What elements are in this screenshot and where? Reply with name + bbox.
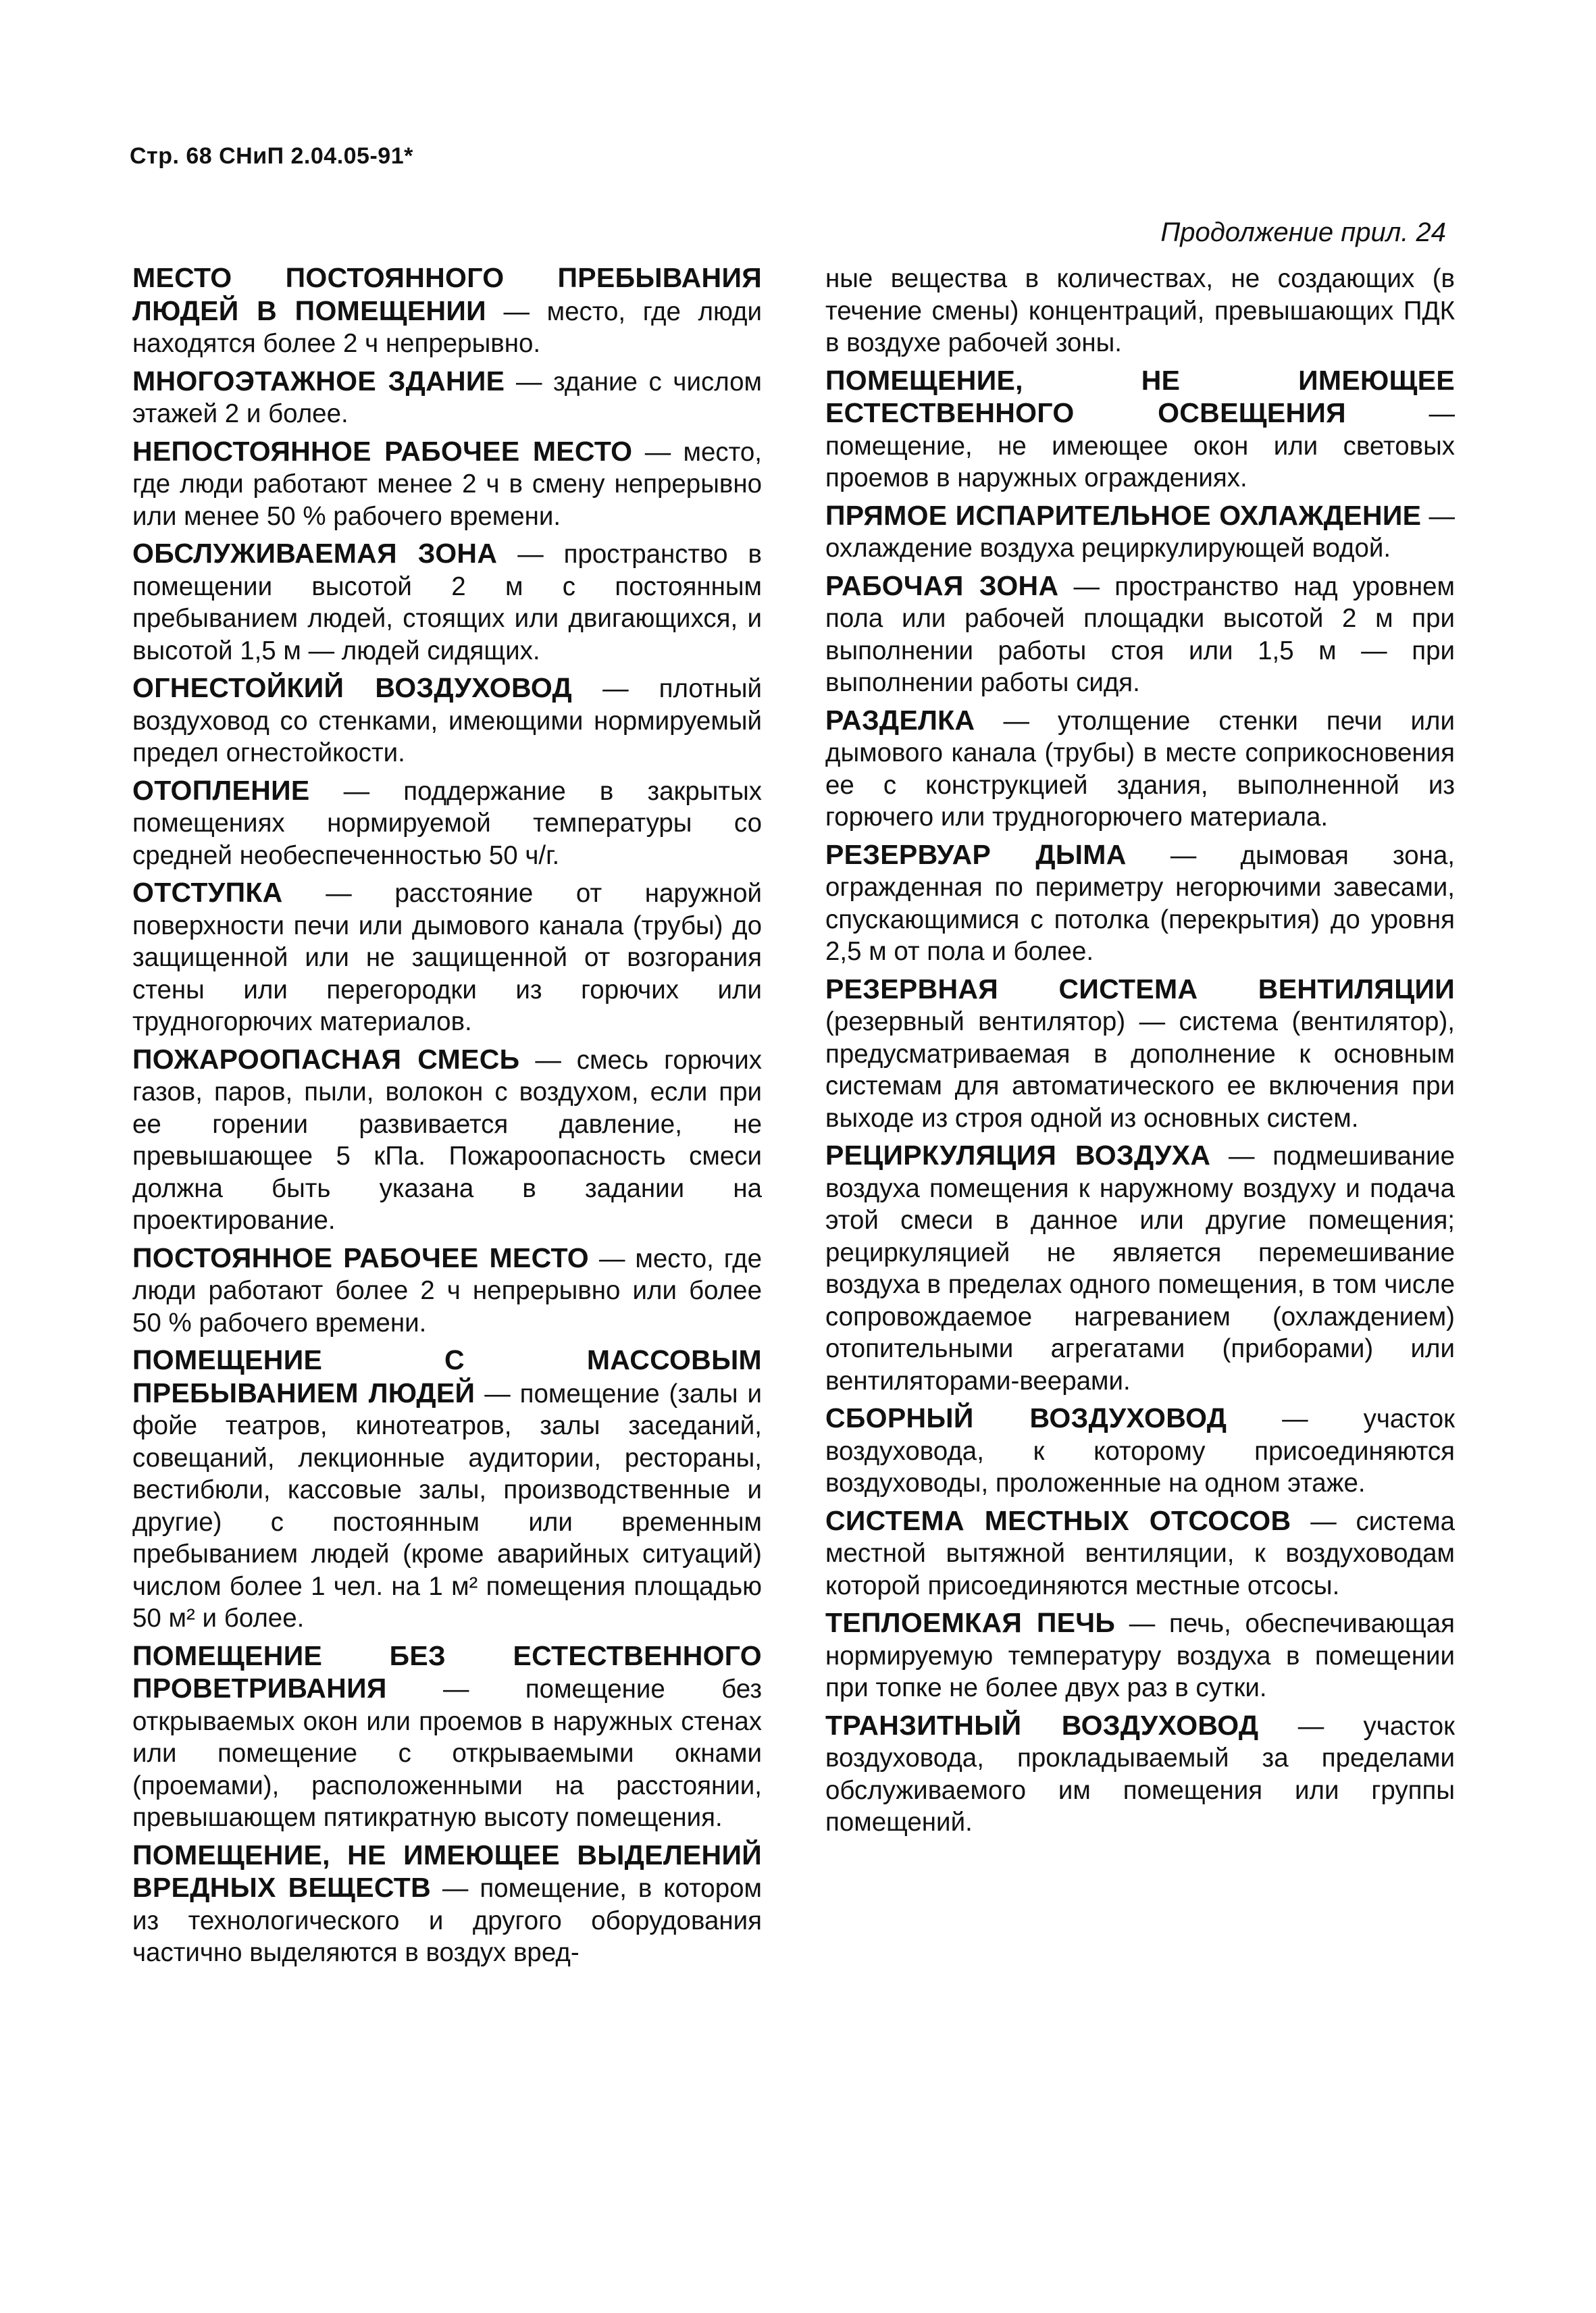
- glossary-entry: [132, 775, 762, 872]
- glossary-entry: [132, 436, 762, 533]
- glossary-definition: — пространство в помещении высотой 2 м с постоянным пребыванием людей, стоящих или двигающихся, и высотой 1,5 м — людей сидящих.: [132, 540, 762, 665]
- glossary-term: РЕЦИРКУЛЯЦИЯ ВОЗДУХА: [825, 1140, 1211, 1171]
- glossary-entry: [132, 877, 762, 1038]
- left-column: [132, 262, 762, 1975]
- glossary-entry: [825, 1710, 1455, 1839]
- glossary-definition: (резервный вентилятор) — система (вентилятор), предусматриваемая в дополнение к основным системам для автоматического ее включения при выходе из строя одной из основных систем.: [825, 1007, 1455, 1133]
- glossary-definition: — охлаждение воздуха рециркулирующей водой.: [825, 501, 1455, 563]
- glossary-entry: [825, 839, 1455, 968]
- glossary-entry: [132, 538, 762, 667]
- glossary-entry: [132, 1044, 762, 1237]
- glossary-term: ОГНЕСТОЙКИЙ ВОЗДУХОВОД: [132, 672, 573, 703]
- glossary-term: РЕЗЕРВНАЯ СИСТЕМА ВЕНТИЛЯЦИИ: [825, 973, 1455, 1005]
- glossary-term: СБОРНЫЙ ВОЗДУХОВОД: [825, 1402, 1227, 1433]
- glossary-entry: [825, 570, 1455, 699]
- glossary-definition: — место, где люди работают менее 2 ч в смену непрерывно или менее 50 % рабочего времени.: [132, 437, 762, 531]
- glossary-term: РАЗДЕЛКА: [825, 704, 975, 736]
- glossary-term: ПРЯМОЕ ИСПАРИТЕЛЬНОЕ ОХЛАЖДЕНИЕ: [825, 499, 1422, 531]
- glossary-term: ПОЖАРООПАСНАЯ СМЕСЬ: [132, 1043, 520, 1075]
- glossary-term: ПОМЕЩЕНИЕ БЕЗ ЕСТЕСТВЕННОГО ПРОВЕТРИВАНИЯ: [132, 1640, 762, 1704]
- glossary-term: СИСТЕМА МЕСТНЫХ ОТСОСОВ: [825, 1504, 1291, 1536]
- glossary-definition: — помещение, в котором из технологического и другого оборудования частично выделяются в воздух вред-: [132, 1874, 762, 1967]
- glossary-entry: [825, 365, 1455, 494]
- glossary-definition: — здание с числом этажей 2 и более.: [132, 367, 762, 428]
- glossary-definition: — подмешивание воздуха помещения к наружному воздуху и подача этой смеси в данное или другие помещения; рециркуляцией не является перемешивание воздуха в пределах одного помещения, в том числе сопровождаемое нагреванием (охлаждением) отопительными агрегатами (приборами) или вентиляторами-веерами.: [825, 1142, 1455, 1396]
- glossary-term: МЕСТО ПОСТОЯННОГО ПРЕБЫВАНИЯ ЛЮДЕЙ В ПОМЕЩЕНИИ: [132, 262, 762, 326]
- glossary-entry-continued: [825, 262, 1455, 359]
- glossary-definition: ные вещества в количествах, не создающих (в течение смены) концентраций, превышающих ПДК в воздухе рабочей зоны.: [825, 264, 1455, 357]
- glossary-term: РЕЗЕРВУАР ДЫМА: [825, 838, 1127, 870]
- glossary-term: ОТСТУПКА: [132, 877, 283, 908]
- glossary-definition: — расстояние от наружной поверхности печи или дымового канала (трубы) до защищенной или не защищенной от возгорания стены или перегородки из горючих или трудногорючих материалов.: [132, 879, 762, 1036]
- glossary-term: ПОМЕЩЕНИЕ, НЕ ИМЕЮЩЕЕ ВЫДЕЛЕНИЙ ВРЕДНЫХ ВЕЩЕСТВ: [132, 1839, 762, 1903]
- glossary-term: НЕПОСТОЯННОЕ РАБОЧЕЕ МЕСТО: [132, 435, 633, 467]
- glossary-entry: [825, 1402, 1455, 1500]
- glossary-entry: [132, 262, 762, 360]
- glossary-entry: [825, 1505, 1455, 1602]
- glossary-entry: [132, 1242, 762, 1340]
- glossary-definition: — место, где люди работают более 2 ч непрерывно или более 50 % рабочего времени.: [132, 1244, 762, 1338]
- glossary-entry: [825, 973, 1455, 1135]
- glossary-entry: [825, 1140, 1455, 1397]
- glossary-definition: — печь, обеспечивающая нормируемую температуру воздуха в помещении при топке не более двух раз в сутки.: [825, 1609, 1455, 1702]
- glossary-term: ПОМЕЩЕНИЕ, НЕ ИМЕЮЩЕЕ ЕСТЕСТВЕННОГО ОСВЕЩЕНИЯ: [825, 364, 1455, 428]
- glossary-definition: — поддержание в закрытых помещениях нормируемой температуры со средней необеспеченностью 50 ч/г.: [132, 776, 762, 870]
- glossary-entry: [132, 1344, 762, 1635]
- glossary-entry: [132, 672, 762, 769]
- continuation-label: Продолжение прил. 24: [1160, 218, 1446, 247]
- glossary-entry: [825, 500, 1455, 565]
- glossary-entry: [132, 1640, 762, 1834]
- glossary-definition: — участок воздуховода, прокладываемый за пределами обслуживаемого им помещения или группы помещений.: [825, 1711, 1455, 1837]
- glossary-term: ПОМЕЩЕНИЕ С МАССОВЫМ ПРЕБЫВАНИЕМ ЛЮДЕЙ: [132, 1344, 762, 1408]
- glossary-definition: — утолщение стенки печи или дымового канала (трубы) в месте соприкосновения ее с конструкцией здания, выполненной из горючего или трудногорючего материала.: [825, 706, 1455, 832]
- glossary-term: ОБСЛУЖИВАЕМАЯ ЗОНА: [132, 538, 498, 569]
- glossary-definition: — помещение, не имеющее окон или световых проемов в наружных ограждениях.: [825, 399, 1455, 492]
- glossary-definition: — место, где люди находятся более 2 ч непрерывно.: [132, 297, 762, 358]
- glossary-definition: — помещение без открываемых окон или проемов в наружных стенах или помещение с открываемыми окнами (проемами), расположенными на расстоянии, превышающем пятикратную высоту помещения.: [132, 1675, 762, 1832]
- glossary-definition: — помещение (залы и фойе театров, кинотеатров, залы заседаний, совещаний, лекционные аудитории, рестораны, вестибюли, кассовые залы, производственные и другие) с постоянным или временным пребыванием людей (кроме аварийных ситуаций) числом более 1 чел. на 1 м² помещения площадью 50 м² и более.: [132, 1379, 762, 1633]
- glossary-term: ПОСТОЯННОЕ РАБОЧЕЕ МЕСТО: [132, 1242, 589, 1273]
- right-column: [825, 262, 1455, 1844]
- glossary-entry: [825, 705, 1455, 834]
- glossary-definition: — участок воздуховода, к которому присоединяются воздуховоды, проложенные на одном этаже.: [825, 1404, 1455, 1498]
- glossary-definition: — система местной вытяжной вентиляции, к воздуховодам которой присоединяются местные отсосы.: [825, 1506, 1455, 1600]
- glossary-term: ТЕПЛОЕМКАЯ ПЕЧЬ: [825, 1607, 1116, 1638]
- glossary-entry: [132, 1839, 762, 1969]
- glossary-term: МНОГОЭТАЖНОЕ ЗДАНИЕ: [132, 365, 505, 397]
- glossary-entry: [132, 365, 762, 430]
- glossary-definition: — дымовая зона, огражденная по периметру негорючими завесами, спускающимися с потолка (перекрытия) до уровня 2,5 м от пола и более.: [825, 840, 1456, 966]
- page-header: Стр. 68 СНиП 2.04.05-91*: [130, 143, 413, 169]
- glossary-term: ОТОПЛЕНИЕ: [132, 774, 310, 806]
- glossary-term: РАБОЧАЯ ЗОНА: [825, 569, 1059, 601]
- glossary-entry: [825, 1607, 1455, 1704]
- glossary-definition: — смесь горючих газов, паров, пыли, волокон с воздухом, если при ее горении развивается давление, не превышающее 5 кПа. Пожароопасность смеси должна быть указана в задании на проектирование.: [132, 1045, 762, 1235]
- glossary-term: ТРАНЗИТНЫЙ ВОЗДУХОВОД: [825, 1709, 1259, 1741]
- glossary-definition: — плотный воздуховод со стенками, имеющими нормируемый предел огнестойкости.: [132, 674, 763, 767]
- glossary-definition: — пространство над уровнем пола или рабочей площадки высотой 2 м при выполнении работы стоя или 1,5 м — при выполнении работы сидя.: [825, 571, 1456, 697]
